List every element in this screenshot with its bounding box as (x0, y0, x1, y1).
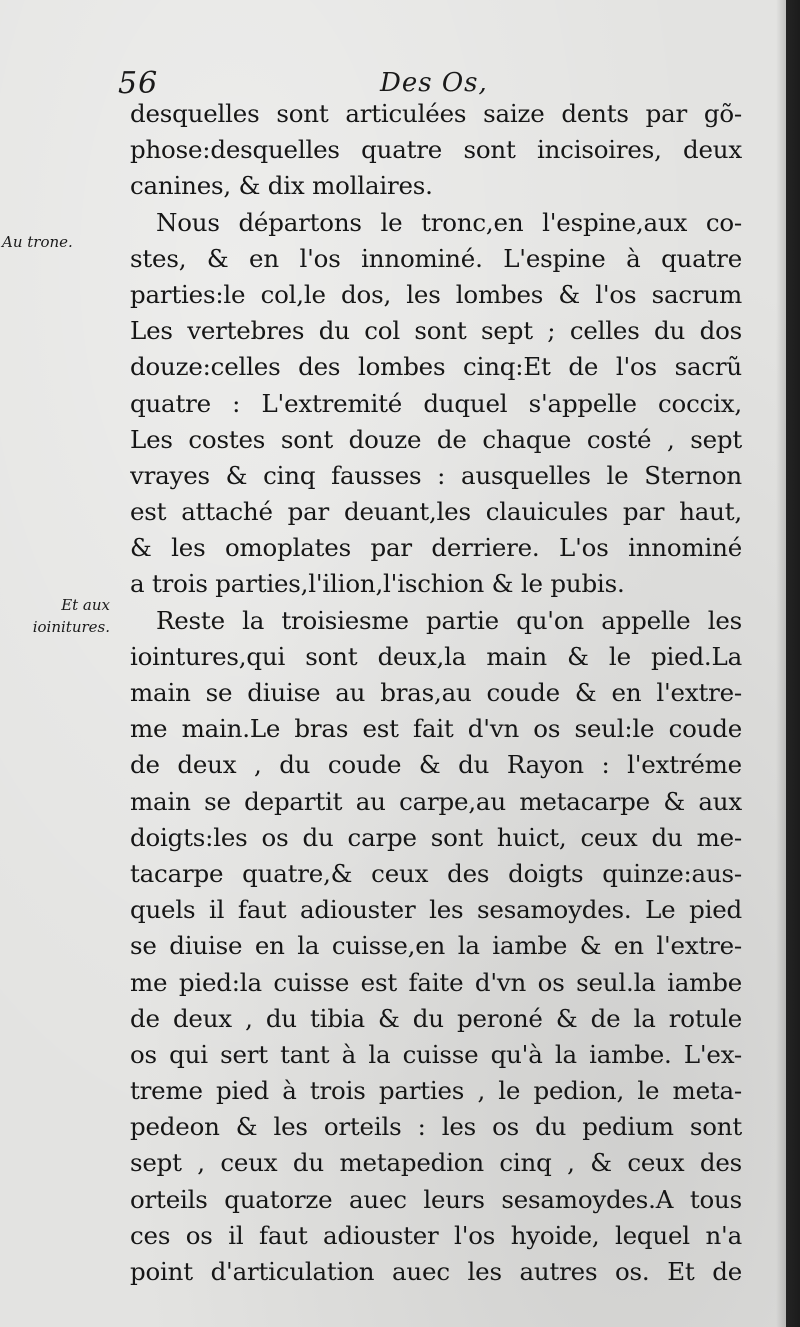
page-edge-shadow (776, 0, 800, 1327)
text-line: quels il faut adiouster les sesamoydes. Le pied (130, 895, 742, 925)
text-line: main se diuise au bras,au coude & en l'extre- (130, 678, 742, 707)
text-line: Les vertebres du col sont sept ; celles du dos (130, 316, 742, 346)
text-line: Reste la troisiesme partie qu'on appelle les (156, 605, 742, 635)
text-line: orteils quatorze auec leurs sesamoydes.A tous (130, 1184, 742, 1214)
body-text (130, 96, 742, 1290)
text-line: parties:le col,le dos, les lombes & l'os sacrum (130, 279, 742, 309)
text-line: treme pied à trois parties , le pedion, le meta- (130, 1076, 742, 1106)
text-line: doigts:les os du carpe sont huict, ceux du me- (130, 822, 742, 852)
text-line: me main.Le bras est fait d'vn os seul:le coude (130, 714, 742, 744)
text-line: quatre : L'extremité duquel s'appelle coccix, (130, 388, 742, 418)
text-line: de deux , du tibia & du peroné & de la rotule (130, 1003, 742, 1033)
text-line: stes, & en l'os innominé. L'espine à quatre (130, 243, 742, 273)
margin-note-trunk (2, 231, 106, 253)
text-line: main se departit au carpe,au metacarpe & aux (130, 786, 742, 816)
text-line: est attaché par deuant,les clauicules par haut, (130, 497, 742, 527)
text-line: de deux , du coude & du Rayon : l'extréme (130, 750, 742, 780)
page-number: 56 (118, 66, 159, 101)
text-line: & les omoplates par derriere. L'os innominé (130, 533, 742, 563)
text-line: iointures,qui sont deux,la main & le pied.La (130, 641, 742, 671)
margin-note-text: ioinitures. (32, 618, 110, 636)
text-line: os qui sert tant à la cuisse qu'à la iambe. L'ex- (130, 1039, 742, 1069)
text-line: tacarpe quatre,& ceux des doigts quinze:aus- (130, 858, 742, 888)
text-line: douze:celles des lombes cinq:Et de l'os sacrũ (130, 352, 742, 382)
margin-note-text: Au trone. (2, 233, 73, 251)
running-head: Des Os, (380, 68, 488, 98)
text-line: sept , ceux du metapedion cinq , & ceux des (130, 1148, 742, 1178)
text-line: Les costes sont douze de chaque costé , sept (130, 424, 742, 454)
text-line: desquelles sont articulées saize dents par gõ- (130, 99, 742, 128)
text-line: vrayes & cinq fausses : ausquelles le Sternon (130, 460, 742, 490)
text-line: se diuise en la cuisse,en la iambe & en l'extre- (130, 931, 742, 961)
margin-note-joints (10, 594, 110, 638)
text-line: canines, & dix mollaires. (130, 171, 433, 201)
text-line: ces os il faut adiouster l'os hyoide, lequel n'a (130, 1220, 742, 1250)
text-line: me pied:la cuisse est faite d'vn os seul.la iambe (130, 967, 742, 997)
margin-note-text: Et aux (61, 596, 110, 614)
text-line: a trois parties,l'ilion,l'ischion & le pubis. (130, 569, 625, 599)
text-line: point d'articulation auec les autres os. Et de (130, 1257, 742, 1286)
text-line: pedeon & les orteils : les os du pedium sont (130, 1112, 742, 1142)
text-line: phose:desquelles quatre sont incisoires, deux (130, 135, 742, 165)
text-line: Nous départons le tronc,en l'espine,aux co- (156, 207, 742, 237)
